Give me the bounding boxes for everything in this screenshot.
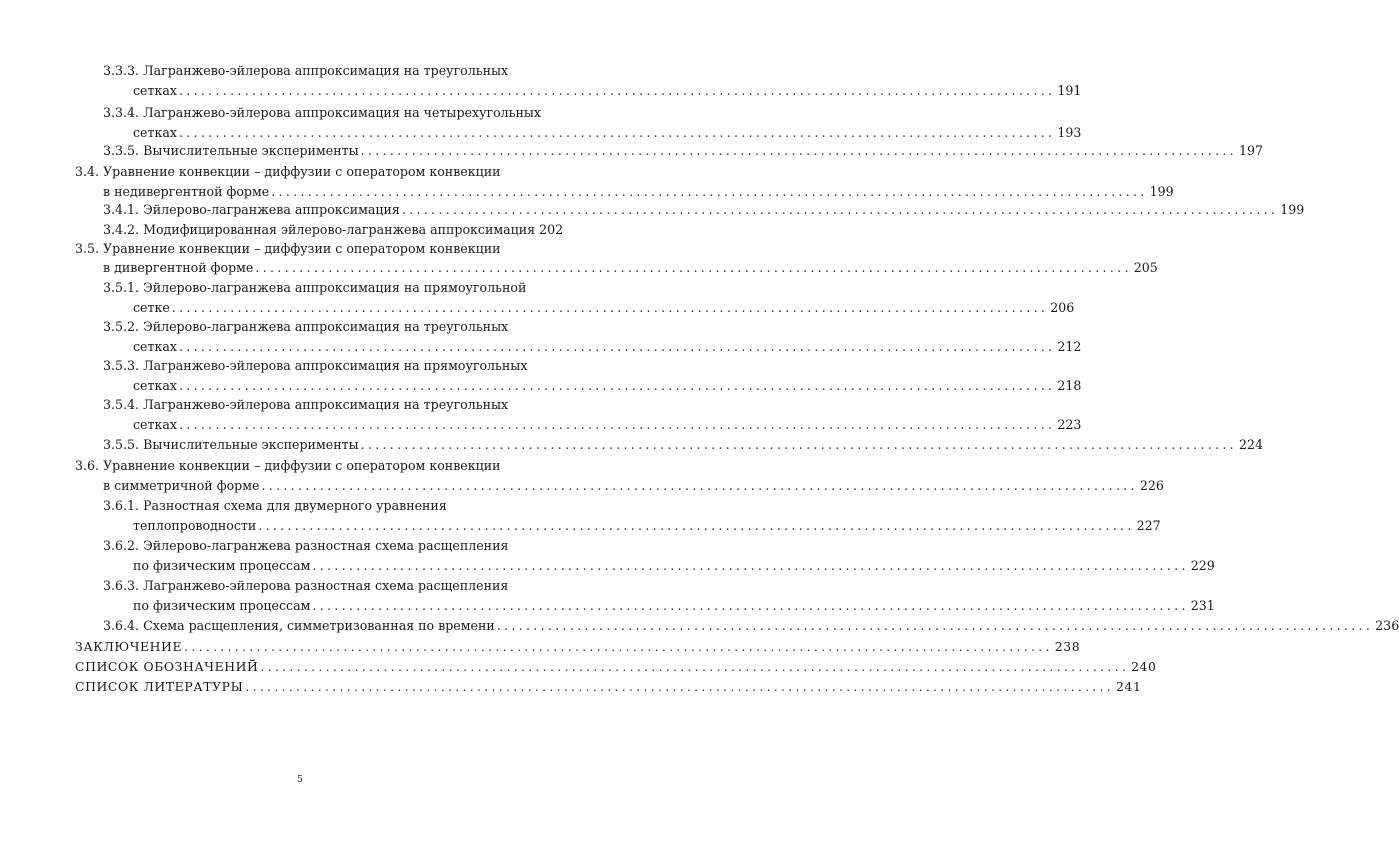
- toc-entry-text: Уравнение конвекции – диффузии с оператором конвекции: [103, 164, 501, 179]
- toc-entry[interactable]: [103, 182, 1174, 202]
- toc-entry-text: Эйлерово-лагранжева аппроксимация на треугольных: [143, 319, 509, 334]
- toc-entry-page: 226: [1139, 478, 1164, 493]
- toc-entry-title: [103, 356, 527, 376]
- toc-entry[interactable]: [75, 162, 543, 182]
- toc-entry-page: 231: [1190, 598, 1215, 613]
- toc-entry-page: 199: [1149, 184, 1174, 199]
- toc-entry-text: Эйлерово-лагранжева аппроксимация: [143, 202, 400, 217]
- toc-entry[interactable]: [103, 200, 1305, 220]
- toc-entry-text: Схема расщепления, симметризованная по времени: [143, 618, 495, 633]
- toc-entry-number: 3.4.1.: [103, 202, 140, 217]
- leader-dots: ........................................................................................................................: [171, 300, 1049, 315]
- toc-entry-text: Эйлерово-лагранжева разностная схема расщепления: [143, 538, 509, 553]
- leader-dots: ........................................................................................................................: [255, 260, 1132, 275]
- toc-entry-text: сетке: [133, 300, 170, 315]
- toc-entry-title: [103, 103, 541, 123]
- toc-entry-page: 229: [1190, 558, 1215, 573]
- toc-entry-title: [75, 677, 243, 697]
- toc-entry-title: [103, 395, 508, 415]
- toc-entry-title: [75, 162, 501, 182]
- toc-entry-number: 3.5.4.: [103, 397, 140, 412]
- toc-entry[interactable]: [133, 298, 1075, 318]
- toc-entry-text: по физическим процессам: [133, 598, 311, 613]
- toc-entry-title: [133, 596, 310, 616]
- toc-entry-number: 3.5.: [75, 241, 100, 256]
- leader-dots: ........................................................................................................................: [360, 437, 1237, 452]
- toc-entry-title: [103, 278, 526, 298]
- toc-entry[interactable]: [103, 395, 543, 415]
- toc-entry[interactable]: [103, 103, 543, 123]
- toc-entry[interactable]: [103, 356, 543, 376]
- leader-dots: ........................................................................................................................: [245, 679, 1115, 694]
- toc-entry[interactable]: [75, 657, 1157, 677]
- toc-entry-title: [103, 182, 269, 202]
- toc-entry-page: 227: [1136, 518, 1161, 533]
- toc-entry-page: 197: [1238, 143, 1264, 158]
- toc-entry-page: 224: [1238, 437, 1264, 452]
- toc-entry-page: 191: [1057, 83, 1082, 98]
- toc-entry[interactable]: [133, 123, 1082, 143]
- leader-dots: ........................................................................................................................: [312, 598, 1189, 613]
- toc-entry-number: 3.6.2.: [103, 538, 140, 553]
- toc-entry-text: сетках: [133, 378, 177, 393]
- leader-dots: ........................................................................................................................: [261, 478, 1138, 493]
- leader-dots: ........................................................................................................................: [178, 83, 1056, 98]
- toc-entry-text: Лагранжево-эйлерова аппроксимация на четырехугольных: [143, 105, 542, 120]
- toc-entry-title: [103, 258, 253, 278]
- toc-entry-title: [133, 516, 256, 536]
- toc-entry-number: 3.5.5.: [103, 437, 140, 452]
- toc-entry-text: Лагранжево-эйлерова разностная схема расщепления: [143, 578, 509, 593]
- toc-entry[interactable]: [103, 576, 543, 596]
- toc-entry-title: [103, 536, 508, 556]
- toc-entry[interactable]: [103, 258, 1158, 278]
- toc-entry-number: 3.5.3.: [103, 358, 140, 373]
- toc-entry-title: [103, 317, 508, 337]
- toc-entry[interactable]: [103, 476, 1164, 496]
- toc-entry-number: 3.3.5.: [103, 143, 140, 158]
- leader-dots: ........................................................................................................................: [258, 518, 1135, 533]
- toc-entry-title: [133, 337, 177, 357]
- toc-entry[interactable]: [103, 536, 543, 556]
- toc-entry-text: СПИСОК ОБОЗНАЧЕНИЙ: [75, 659, 259, 674]
- toc-entry-text: в симметричной форме: [103, 478, 260, 493]
- toc-entry-number: 3.6.1.: [103, 498, 140, 513]
- toc-entry-number: 3.4.2.: [103, 222, 140, 237]
- toc-entry-text: ЗАКЛЮЧЕНИЕ: [75, 639, 183, 654]
- leader-dots: ........................................................................................................................: [312, 558, 1189, 573]
- toc-entry-text: сетках: [133, 417, 177, 432]
- toc-entry-title: [103, 616, 495, 636]
- toc-entry-number: 3.6.3.: [103, 578, 140, 593]
- toc-entry-number: 3.6.: [75, 458, 100, 473]
- toc-entry-title: [103, 61, 508, 81]
- toc-entry[interactable]: [75, 239, 543, 259]
- toc-entry-text: Уравнение конвекции – диффузии с оператором конвекции: [103, 241, 501, 256]
- toc-entry[interactable]: [103, 616, 1399, 636]
- toc-entry-title: [133, 556, 310, 576]
- toc-entry-number: 3.3.3.: [103, 63, 140, 78]
- toc-entry-page: 240: [1131, 659, 1157, 674]
- leader-dots: ........................................................................................................................: [184, 639, 1053, 654]
- toc-entry-number: 3.3.4.: [103, 105, 140, 120]
- toc-entry-page: 236: [1375, 618, 1399, 633]
- toc-entry[interactable]: [103, 220, 564, 240]
- toc-entry[interactable]: [103, 317, 543, 337]
- toc-entry-title: [75, 657, 258, 677]
- toc-entry-title: [133, 376, 177, 396]
- toc-entry-text: теплопроводности: [133, 518, 257, 533]
- toc-entry-text: в недивергентной форме: [103, 184, 270, 199]
- toc-entry[interactable]: [133, 516, 1161, 536]
- toc-entry-text: сетках: [133, 339, 177, 354]
- toc-entry-text: Уравнение конвекции – диффузии с оператором конвекции: [103, 458, 501, 473]
- toc-entry-title: [133, 415, 177, 435]
- toc-entry-page: 206: [1050, 300, 1075, 315]
- toc-entry[interactable]: [75, 677, 1142, 697]
- toc-entry[interactable]: [75, 637, 1081, 657]
- toc-entry-title: [133, 123, 177, 143]
- toc-entry-title: [103, 496, 447, 516]
- toc-entry-text: Вычислительные эксперименты: [143, 437, 359, 452]
- toc-entry-number: 3.6.4.: [103, 618, 140, 633]
- toc-entry-page: 202: [539, 222, 564, 237]
- toc-entry-text: Вычислительные эксперименты: [143, 143, 359, 158]
- toc-entry-title: [103, 200, 400, 220]
- toc-entry-page: 223: [1057, 417, 1082, 432]
- toc-entry-text: по физическим процессам: [133, 558, 311, 573]
- toc-entry-text: Эйлерово-лагранжева аппроксимация на прямоугольной: [143, 280, 527, 295]
- toc-entry-text: сетках: [133, 83, 177, 98]
- toc-entry-title: [75, 456, 501, 476]
- leader-dots: ........................................................................................................................: [178, 339, 1056, 354]
- toc-entry-page: 241: [1116, 679, 1142, 694]
- toc-entry-number: 3.4.: [75, 164, 100, 179]
- toc-entry[interactable]: [133, 81, 1082, 101]
- toc-entry-number: 3.5.1.: [103, 280, 140, 295]
- toc-entry-page: 238: [1054, 639, 1081, 654]
- toc-entry-text: Модифицированная эйлерово-лагранжева аппроксимация: [143, 222, 536, 237]
- leader-dots: ........................................................................................................................: [271, 184, 1148, 199]
- leader-dots: ........................................................................................................................: [178, 125, 1056, 140]
- toc-entry[interactable]: [133, 556, 1215, 576]
- leader-dots: ........................................................................................................................: [360, 143, 1237, 158]
- page-number: 5: [297, 775, 303, 785]
- toc-entry[interactable]: [103, 141, 1264, 161]
- toc-entry-title: [103, 435, 359, 455]
- toc-entry[interactable]: [133, 337, 1082, 357]
- toc-entry-page: 212: [1057, 339, 1082, 354]
- toc-entry-title: [103, 220, 535, 240]
- leader-dots: ........................................................................................................................: [401, 202, 1279, 217]
- toc-entry-page: 193: [1057, 125, 1082, 140]
- toc-entry-title: [103, 141, 359, 161]
- toc-entry-number: 3.5.2.: [103, 319, 140, 334]
- toc-entry-title: [133, 81, 177, 101]
- toc-entry-title: [103, 476, 259, 496]
- toc-entry[interactable]: [75, 456, 543, 476]
- toc-entry-title: [133, 298, 170, 318]
- toc-entry-text: СПИСОК ЛИТЕРАТУРЫ: [75, 679, 244, 694]
- leader-dots: ........................................................................................................................: [260, 659, 1130, 674]
- toc-entry-text: Лагранжево-эйлерова аппроксимация на треугольных: [143, 397, 509, 412]
- toc-entry-text: в дивергентной форме: [103, 260, 254, 275]
- toc-entry[interactable]: [103, 435, 1264, 455]
- leader-dots: ........................................................................................................................: [496, 618, 1374, 633]
- toc-entry[interactable]: [133, 376, 1082, 396]
- toc-entry-page: 218: [1057, 378, 1082, 393]
- toc-entry-title: [75, 239, 501, 259]
- leader-dots: ........................................................................................................................: [178, 417, 1056, 432]
- toc-entry-page: 199: [1280, 202, 1305, 217]
- toc-entry-text: Лагранжево-эйлерова аппроксимация на прямоугольных: [143, 358, 528, 373]
- toc-entry-text: сетках: [133, 125, 177, 140]
- toc-entry-page: 205: [1133, 260, 1158, 275]
- toc-entry[interactable]: [103, 278, 543, 298]
- toc-entry[interactable]: [133, 596, 1215, 616]
- toc-entry-title: [103, 576, 508, 596]
- toc-entry-text: Лагранжево-эйлерова аппроксимация на треугольных: [143, 63, 509, 78]
- toc-entry-text: Разностная схема для двумерного уравнения: [143, 498, 447, 513]
- toc-entry-title: [75, 637, 182, 657]
- toc-entry[interactable]: [103, 61, 543, 81]
- toc-entry[interactable]: [133, 415, 1082, 435]
- leader-dots: ........................................................................................................................: [178, 378, 1056, 393]
- toc-entry[interactable]: [103, 496, 543, 516]
